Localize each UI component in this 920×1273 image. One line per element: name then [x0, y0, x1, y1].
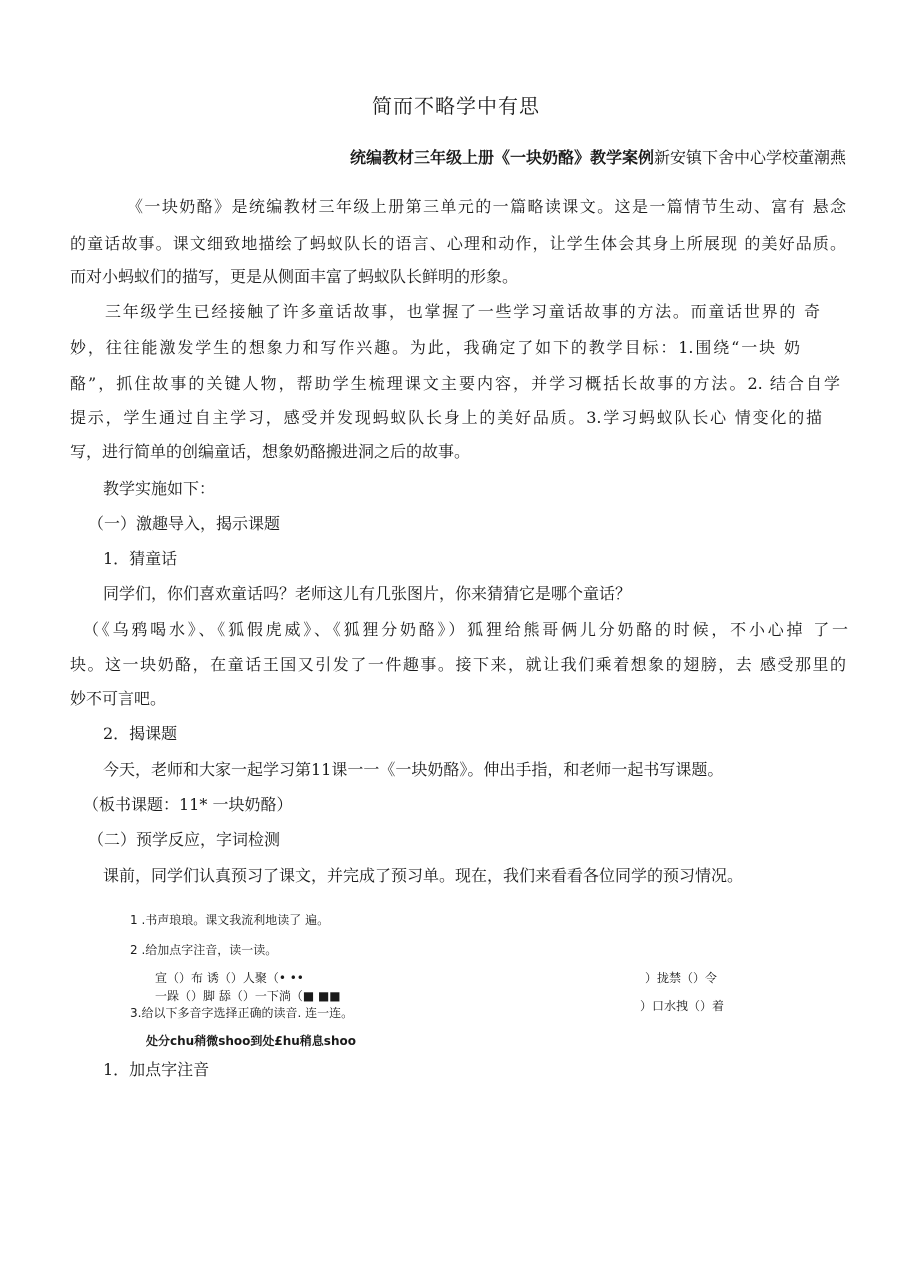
- section-1-text-2: 今天，老师和大家一起学习第11课一一《一块奶酪》。伸出手指，和老师一起书写课题。: [103, 760, 724, 779]
- worksheet-row1-left: 宣（）布 诱（）人聚（• ••: [155, 971, 304, 985]
- s1-p3-line-3: 妙不可言吧。: [70, 689, 167, 708]
- section-2-item-1: 1．加点字注音: [103, 1060, 210, 1079]
- section-2-heading: （二）预学反应，字词检测: [88, 830, 281, 849]
- section-1-item-1: 1．猜童话: [103, 549, 178, 568]
- worksheet-row1-right: ）拢禁（）令: [645, 971, 718, 985]
- subtitle: [350, 148, 846, 168]
- implementation-label: 教学实施如下：: [103, 479, 216, 498]
- p1-line-3: 而对小蚂蚁们的描写，更是从侧面丰富了蚂蚁队长鲜明的形象。: [70, 267, 519, 286]
- worksheet-q3: 3.给以下多音字选择正确的读音. 连一连。: [130, 1006, 354, 1020]
- p2-line-3: 酪”，抓住故事的关键人物，帮助学生梳理课文主要内容，并学习概括长故事的方法。2. 结合自学: [70, 374, 840, 393]
- section-2-text: 课前，同学们认真预习了课文，并完成了预习单。现在，我们来看看各位同学的预习情况。: [103, 866, 744, 885]
- p1-line-1: 《一块奶酪》是统编教材三年级上册第三单元的一篇略读课文。这是一篇情节生动、富有 悬念: [127, 197, 846, 216]
- worksheet-pinyin-line: 处分chu稍微shoo到处£hu稍息shoo: [146, 1034, 356, 1048]
- section-1-item-2: 2．揭课题: [103, 724, 178, 743]
- s1-p3-line-1: （《乌鸦喝水》、《狐假虎威》、《狐狸分奶酪》）狐狸给熊哥俩儿分奶酪的时候，不小心掉 了一: [83, 620, 848, 639]
- subtitle-course: 统编教材三年级上册《一块奶酪》教学案例: [349, 148, 654, 167]
- board-title: （板书课题：11* 一块奶酪）: [83, 795, 293, 814]
- worksheet-q1: 1 .书声琅琅。课文我流利地读了 遍。: [130, 913, 330, 927]
- subtitle-author: 新安镇下舍中心学校董潮燕: [653, 148, 846, 167]
- worksheet-row2-left: 一跺（）脚 舔（）一下淌（■ ■■: [155, 989, 341, 1003]
- s1-p3-line-2: 块。这一块奶酪，在童话王国又引发了一件趣事。接下来，就让我们乘着想象的翅膀，去 感受那里的: [70, 655, 846, 674]
- p1-line-2: 的童话故事。课文细致地描绘了蚂蚁队长的语言、心理和动作，让学生体会其身上所展现 的美好品质。: [70, 234, 846, 253]
- section-1-heading: （一）激趣导入，揭示课题: [88, 514, 281, 533]
- section-1-text-1: 同学们，你们喜欢童话吗？老师这儿有几张图片，你来猜猜它是哪个童话？: [103, 584, 632, 603]
- p2-line-5: 写，进行简单的创编童话，想象奶酪搬进洞之后的故事。: [70, 442, 471, 461]
- worksheet-q2: 2 .给加点字注音，读一读。: [130, 943, 278, 957]
- p2-line-4: 提示，学生通过自主学习，感受并发现蚂蚁队长身上的美好品质。3.学习蚂蚁队长心 情变化的描: [70, 408, 822, 427]
- p2-line-2: 妙，往往能激发学生的想象力和写作兴趣。为此，我确定了如下的教学目标：1.围绕“一块 奶: [70, 338, 800, 357]
- worksheet-row2-right: ）口水拽（）着: [640, 999, 725, 1013]
- p2-line-1: 三年级学生已经接触了许多童话故事，也掌握了一些学习童话故事的方法。而童话世界的 奇: [105, 302, 820, 321]
- page-title: 简而不略学中有思: [372, 94, 540, 118]
